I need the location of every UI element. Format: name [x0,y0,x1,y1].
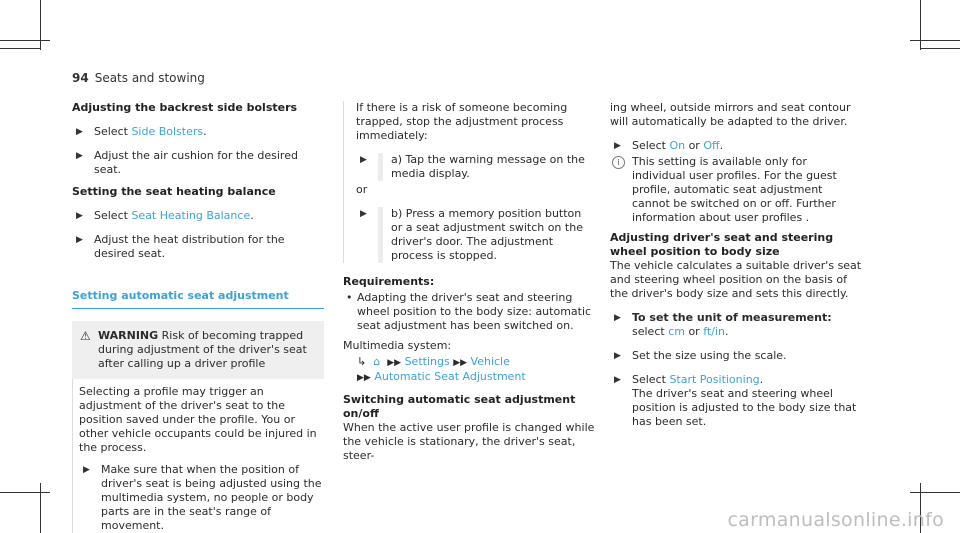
column-1 [72,101,324,533]
adjust-text: The vehicle calculates a suitable driver's seat and steering wheel position on the basis of the driver's body size and sets this directly. [610,259,862,300]
step-select-on-off: ▶ Select On or Off. [614,139,724,152]
step-select-seat-heating: ▶ Select Seat Heating Balance. [76,209,254,222]
unit-ft-option[interactable]: ft/in [703,325,725,338]
crop-mark [920,48,960,49]
path-automatic-seat-adjustment[interactable]: Automatic Seat Adjustment [374,370,526,383]
start-positioning-link[interactable]: Start Positioning [669,373,760,386]
step-set-unit: ▶ To set the unit of measurement: select cm or ft/in. [614,311,832,338]
warning-step: ▶ Make sure that when the position of driver's seat is being adjusted using the multimedia system, no people or body parts are in the seat's range of movement. [83,463,322,532]
step-adjust-air-cushion: ▶ Adjust the air cushion for the desired seat. [76,149,298,176]
info-icon: i [612,156,625,169]
page-header [72,71,205,85]
path-arrow-icon: ▶▶ [387,358,402,368]
step-select-side-bolsters: ▶ Select Side Bolsters. [76,125,207,138]
path-settings[interactable]: Settings [404,355,450,368]
step-arrow-icon: ▶ [614,375,621,385]
step-arrow-icon: ▶ [83,465,90,475]
step-arrow-icon: ▶ [76,235,83,245]
off-option[interactable]: Off [703,139,720,152]
path-start-icon: ↳ [357,355,367,368]
crop-mark [920,0,921,50]
home-icon[interactable]: ⌂ [373,355,381,368]
section-rule [72,308,324,309]
requirements-title: Requirements: [343,275,435,288]
trap-step-a: ▶ a) Tap the warning message on the media display. [356,153,595,181]
col3-continuation: ing wheel, outside mirrors and seat contour will automatically be adapted to the driver. [610,101,851,128]
step-arrow-icon: ▶ [614,141,621,151]
path-arrow-icon: ▶▶ [453,358,468,368]
section-title: Seats and stowing [94,71,205,85]
path-vehicle[interactable]: Vehicle [470,355,510,368]
heading-backrest-bolsters: Adjusting the backrest side bolsters [72,101,298,114]
heading-switch-auto-seat: Switching automatic seat adjustment on/off [343,393,576,420]
step-arrow-icon: ▶ [614,351,621,361]
warning-text: Risk of becoming trapped during adjustment of the driver's seat after calling up a driver profile [98,329,307,370]
step-set-size: ▶ Set the size using the scale. [614,349,787,362]
path-arrow-icon: ▶▶ [357,373,371,383]
step-arrow-icon: ▶ [614,313,621,323]
step-adjust-heat: ▶ Adjust the heat distribution for the desired seat. [76,233,285,260]
step-arrow-icon: ▶ [76,127,83,137]
step-arrow-icon: ▶ [360,209,367,219]
column-3 [610,101,862,429]
heading-seat-heating-balance: Setting the seat heating balance [72,185,276,198]
switch-text: When the active user profile is changed while the vehicle is stationary, the driver's seat, steer- [343,421,595,462]
seat-heating-balance-link[interactable]: Seat Heating Balance [131,209,251,222]
section-title-auto-seat: Setting automatic seat adjustment [72,289,289,302]
unit-cm-option[interactable]: cm [668,325,685,338]
crop-mark [40,483,41,533]
side-bolsters-link[interactable]: Side Bolsters [131,125,204,138]
crop-mark [910,40,960,41]
step-arrow-icon: ▶ [360,155,367,165]
trap-step-b: ▶ b) Press a memory position button or a seat adjustment switch on the driver's door. The adjustment process is stopped. [356,207,595,263]
menu-path [343,355,595,385]
crop-mark [40,0,41,50]
page-number: 94 [72,71,89,85]
step-arrow-icon: ▶ [76,211,83,221]
crop-mark [0,48,40,49]
step-start-positioning: ▶ Select Start Positioning. The driver's seat and steering wheel position is adjusted to the body size that has been set. [614,373,857,428]
crop-mark [0,492,50,493]
column-2 [343,101,595,463]
heading-adjust-body-size: Adjusting driver's seat and steering wheel position to body size [610,231,834,258]
info-note: i This setting is available only for individual user profiles. For the guest profile, automatic seat adjustment cannot be switched on or off. Further information about user profiles . [610,155,862,225]
watermark: carmanualsonline.info [727,509,944,531]
requirement-item: • Adapting the driver's seat and steering wheel position to the body size: automatic seat adjustment has been switched on. [343,291,595,333]
multimedia-label: Multimedia system: [343,339,452,352]
on-option[interactable]: On [669,139,686,152]
step-arrow-icon: ▶ [76,151,83,161]
crop-mark [0,40,50,41]
crop-mark [910,492,960,493]
warning-body: Selecting a profile may trigger an adjustment of the driver's seat to the position saved under the profile. You or other vehicle occupants could be injured in the process. ▶ Make sure that when the position of driver's seat is being adjusted using the multimedia system, no people or body parts are in the seat's range of movement. [72,379,324,533]
trap-box [343,101,595,263]
warning-box [72,321,324,379]
warning-label: WARNING [98,329,159,342]
trap-or: or [356,183,368,196]
warning-triangle-icon: ⚠ [80,329,91,343]
trap-intro: If there is a risk of someone becoming trapped, stop the adjustment process immediately: [356,101,568,142]
